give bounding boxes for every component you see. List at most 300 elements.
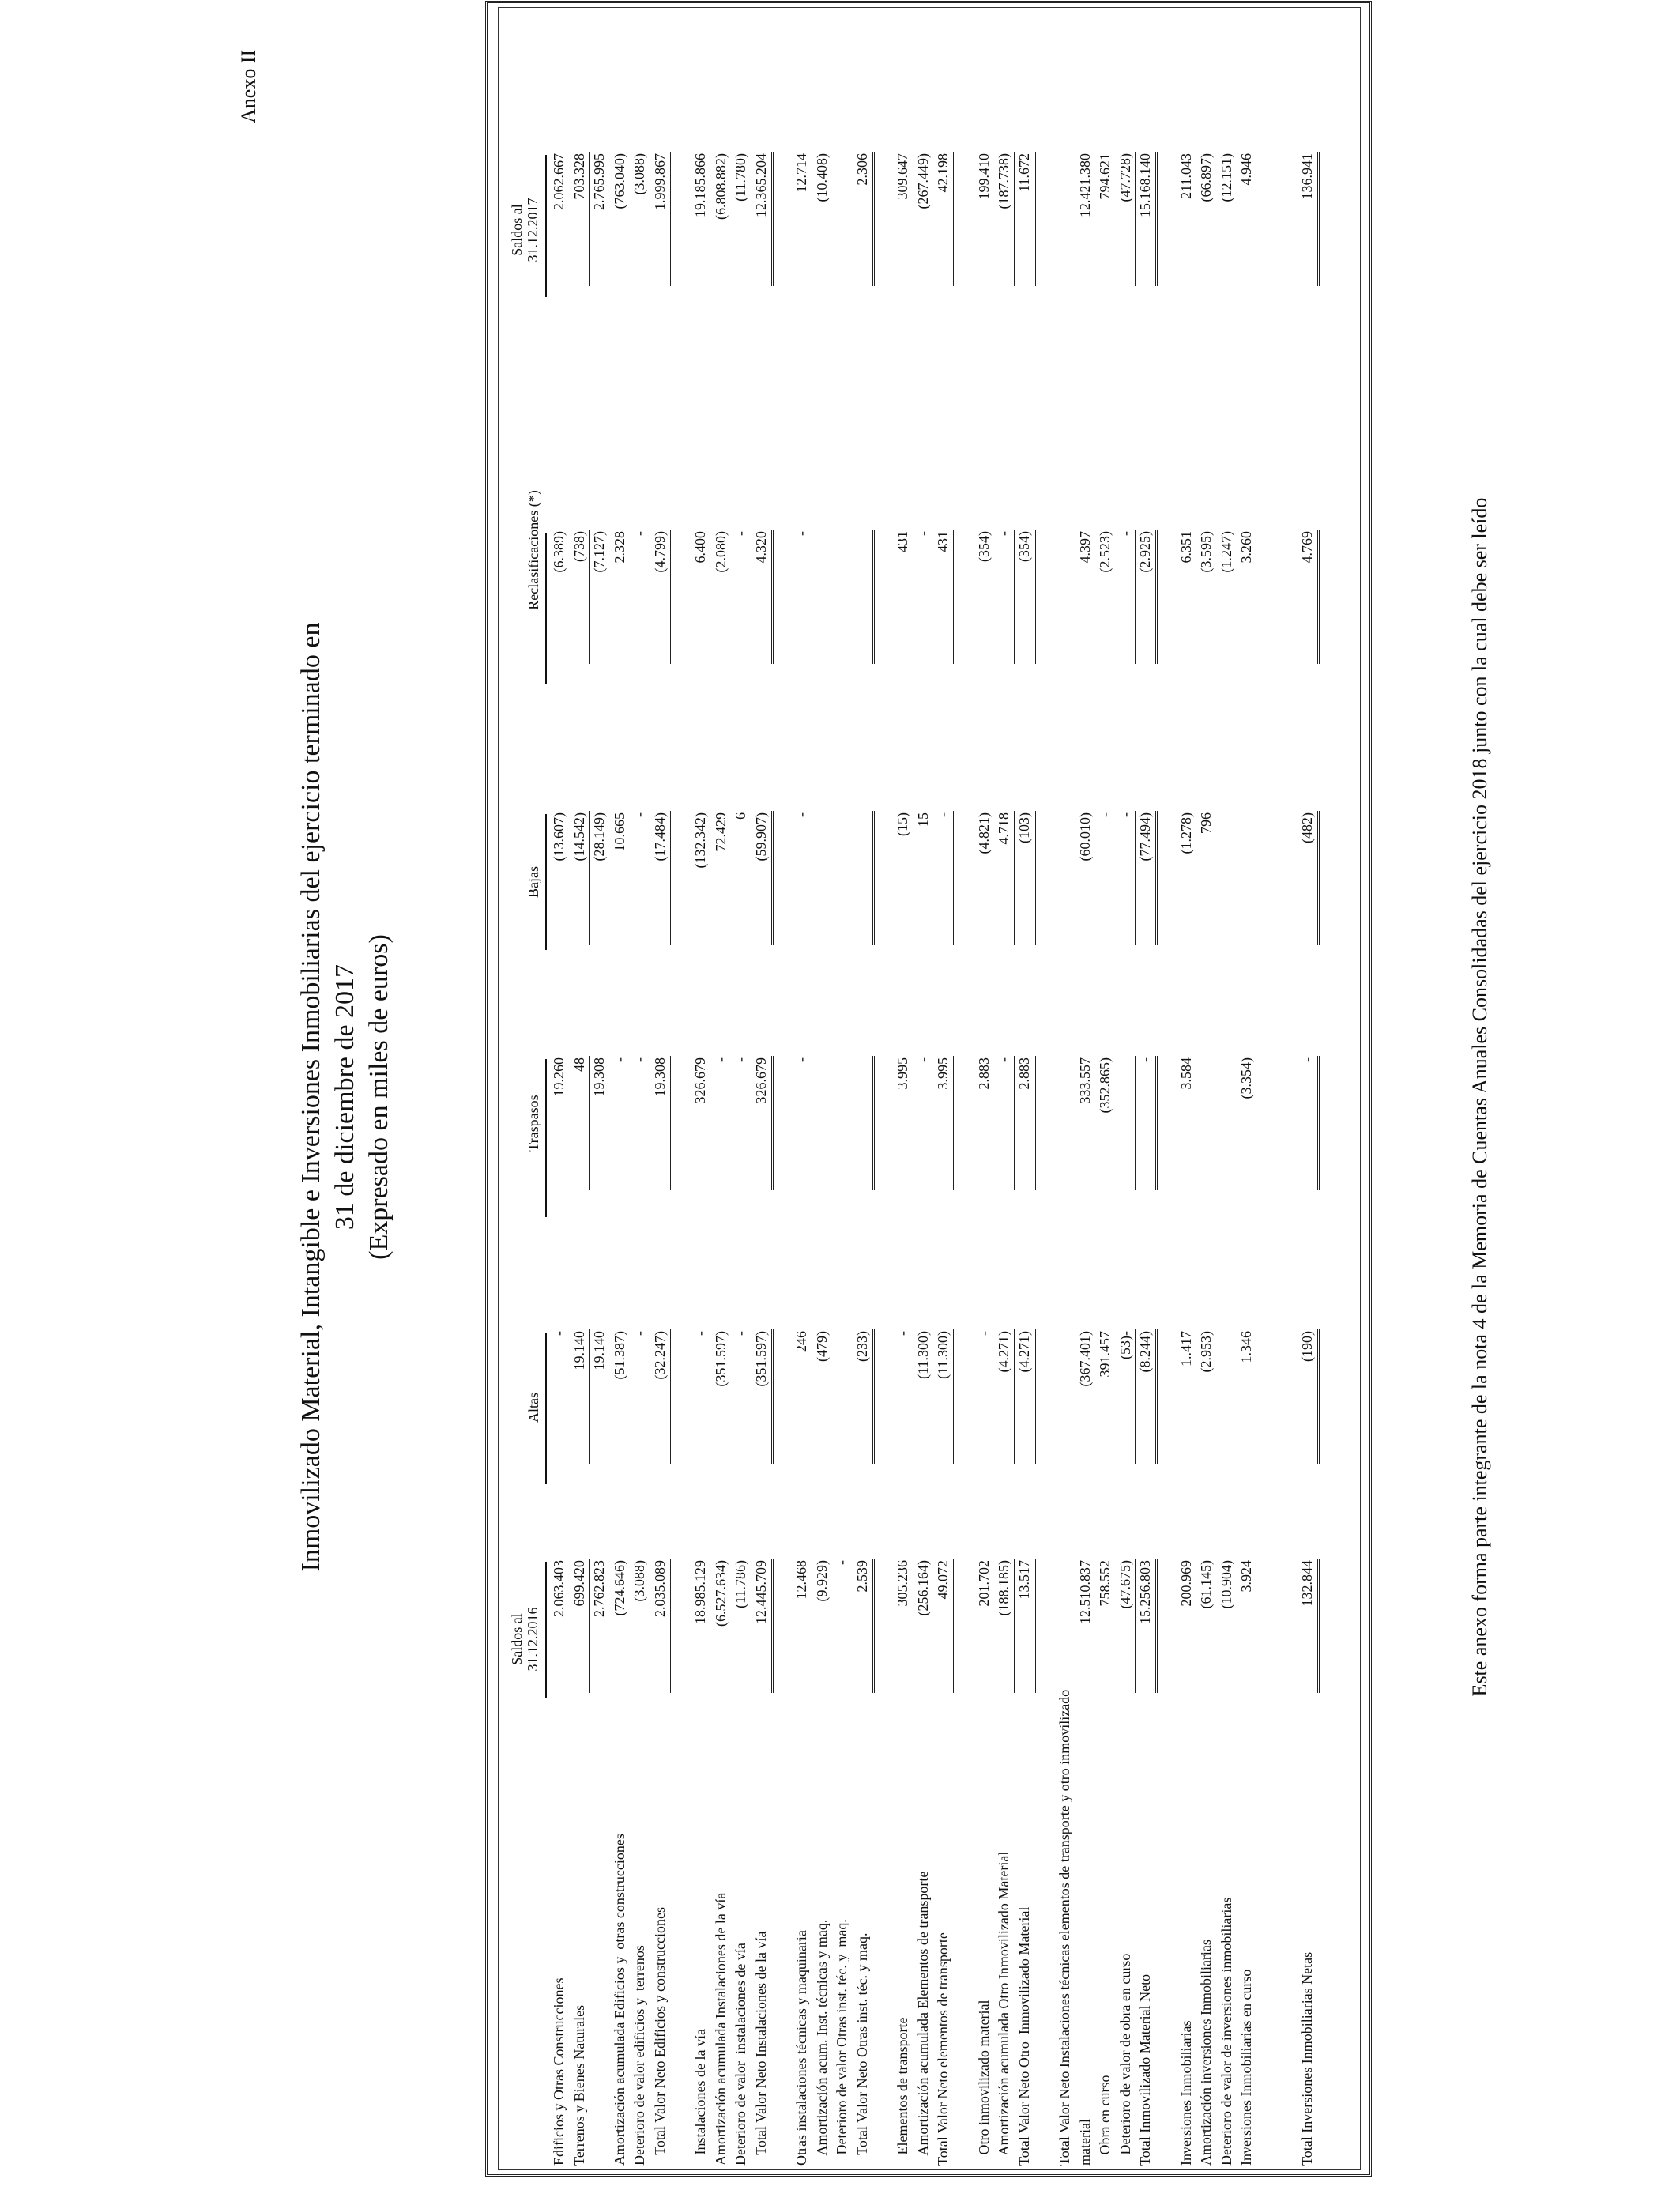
row-value-col-5: 12.714 <box>793 153 810 193</box>
row-value-col-0: (724.646) <box>611 1560 627 1616</box>
table-row <box>692 0 709 2194</box>
row-value-col-3: (77.494) <box>1137 812 1154 861</box>
table-row <box>1117 0 1134 2194</box>
row-value-col-1: 246 <box>793 1331 810 1352</box>
row-value-col-4: 6.351 <box>1177 531 1194 564</box>
row-value-col-4: (4.799) <box>652 531 668 573</box>
row-value-col-0: 49.072 <box>935 1560 951 1600</box>
row-value-col-3: (14.542) <box>571 812 587 861</box>
row-value-col-0: 18.985.129 <box>692 1560 709 1624</box>
row-label: Inversiones Inmobiliarias <box>1177 2020 1194 2166</box>
total-rule <box>771 530 774 664</box>
row-value-col-5: (47.728) <box>1117 153 1133 202</box>
row-value-col-5: 1.999.867 <box>652 153 668 210</box>
row-value-col-0: 201.702 <box>975 1560 992 1607</box>
row-value-col-3: (60.010) <box>1076 812 1093 861</box>
row-value-col-5: 19.185.866 <box>692 153 709 217</box>
col-header-closing-line1: Saldos al <box>509 204 525 256</box>
row-value-col-5: 11.672 <box>1015 153 1032 192</box>
title-line-3: (Expresado en miles de euros) <box>364 934 394 1260</box>
row-value-col-4: 431 <box>895 531 911 552</box>
header-rule-1 <box>545 1333 547 1484</box>
row-value-col-1: 19.140 <box>591 1331 608 1370</box>
table-row <box>672 0 689 2194</box>
row-value-col-2: 326.679 <box>753 1057 769 1104</box>
total-rule <box>953 1329 955 1464</box>
row-value-col-1: (2.953) <box>1198 1331 1215 1373</box>
row-value-col-5: 42.198 <box>935 153 951 193</box>
row-value-col-0: 12.445.709 <box>753 1560 769 1624</box>
table-row <box>1036 0 1053 2194</box>
table-row <box>591 0 608 2194</box>
row-value-col-2: 326.679 <box>692 1057 709 1104</box>
row-value-col-0: 2.035.089 <box>652 1560 668 1617</box>
row-value-col-0: (61.145) <box>1198 1560 1215 1609</box>
row-value-col-2: - <box>996 1057 1012 1062</box>
row-label: Total Valor Neto Otras inst. téc. y maq. <box>854 1932 870 2166</box>
row-label: Edificios y Otras Construcciones <box>551 1977 567 2166</box>
total-rule <box>670 811 672 945</box>
row-value-col-0: (47.675) <box>1117 1560 1133 1609</box>
row-value-col-5: 2.306 <box>854 153 870 186</box>
row-value-col-2: (3.354) <box>1238 1057 1255 1099</box>
col-header-closing-line2: 31.12.2017 <box>525 198 541 262</box>
total-rule <box>953 530 955 664</box>
row-value-col-4: (738) <box>571 531 587 562</box>
row-value-col-3: (13.607) <box>551 812 567 861</box>
total-rule <box>771 1559 774 1693</box>
table-row <box>854 0 871 2194</box>
row-value-col-1: (233) <box>854 1331 870 1362</box>
row-value-col-3: - <box>631 812 648 817</box>
total-rule <box>771 811 774 945</box>
row-value-col-1: (351.597) <box>712 1331 729 1387</box>
table-row <box>571 0 588 2194</box>
table-row <box>774 0 790 2194</box>
table-row <box>551 0 567 2194</box>
row-value-col-3: - <box>1117 812 1133 817</box>
row-value-col-1: (11.300) <box>914 1331 931 1379</box>
header-rule-2 <box>545 1059 547 1217</box>
row-value-col-2: 3.584 <box>1177 1057 1194 1090</box>
row-value-col-4: 4.320 <box>753 531 769 564</box>
row-value-col-1: 1.346 <box>1238 1331 1255 1363</box>
row-value-col-1: (4.271) <box>996 1331 1012 1373</box>
row-value-col-5: 309.647 <box>895 153 911 200</box>
row-value-col-0: (9.929) <box>813 1560 830 1602</box>
row-value-col-2: - <box>793 1057 810 1062</box>
row-label: Amortización inversiones Inmobiliarias <box>1198 1940 1215 2166</box>
table-row <box>996 0 1012 2194</box>
table-row <box>1238 0 1255 2194</box>
total-rule <box>670 1559 672 1693</box>
col-header-opening-line1: Saldos al <box>509 1613 525 1665</box>
row-value-col-4: - <box>631 531 648 536</box>
subtotal-rule <box>589 152 590 286</box>
total-rule <box>1155 152 1158 286</box>
row-value-col-2: - <box>611 1057 627 1062</box>
row-value-col-1: (32.247) <box>652 1331 668 1380</box>
row-value-col-4: (7.127) <box>591 531 608 573</box>
row-value-col-5: 4.946 <box>1238 153 1255 186</box>
row-value-col-2: 2.883 <box>975 1057 992 1090</box>
total-rule <box>872 1329 875 1464</box>
row-value-col-5: (6.808.882) <box>712 153 729 220</box>
subtotal-rule <box>1014 530 1015 664</box>
row-value-col-1: (4.271) <box>1015 1331 1032 1373</box>
subtotal-rule <box>1135 1329 1136 1464</box>
total-rule <box>1155 530 1158 664</box>
total-rule <box>1155 1056 1158 1190</box>
table-row <box>955 0 972 2194</box>
row-value-col-1: (351.597) <box>753 1331 769 1387</box>
row-value-col-0: 699.420 <box>571 1560 587 1607</box>
row-value-col-3: (482) <box>1299 812 1316 843</box>
row-value-col-3: (103) <box>1015 812 1032 843</box>
total-rule <box>1155 811 1158 945</box>
row-value-col-0: 2.762.823 <box>591 1560 608 1617</box>
row-value-col-3: - <box>1097 812 1113 817</box>
row-label: Total Inmovilizado Material Neto <box>1137 1973 1154 2166</box>
total-rule <box>771 1056 774 1190</box>
total-rule <box>953 811 955 945</box>
row-value-col-4: (2.523) <box>1097 531 1113 573</box>
row-value-col-4: - <box>733 531 749 536</box>
row-value-col-0: 3.924 <box>1238 1560 1255 1593</box>
total-rule <box>670 152 672 286</box>
row-value-col-2: - <box>1299 1057 1316 1062</box>
row-value-col-0: 2.063.403 <box>551 1560 567 1617</box>
total-rule <box>771 1329 774 1464</box>
table-row <box>895 0 911 2194</box>
row-value-col-4: (2.080) <box>712 531 729 573</box>
row-value-col-0: (3.088) <box>631 1560 648 1602</box>
row-value-col-3: 72.429 <box>712 812 729 852</box>
total-rule <box>1034 1559 1036 1693</box>
row-label: Total Valor Neto Instalaciones de la vía <box>753 1931 769 2166</box>
row-value-col-1: - <box>895 1331 911 1336</box>
table-row <box>793 0 810 2194</box>
table-row <box>1279 0 1296 2194</box>
total-rule <box>670 530 672 664</box>
table-row <box>1178 0 1195 2194</box>
row-value-col-2: 19.260 <box>551 1057 567 1097</box>
header-rule-3 <box>545 814 547 950</box>
row-value-col-1: (51.387) <box>611 1331 627 1380</box>
row-value-col-3: (15) <box>895 812 911 836</box>
row-value-col-3: 4.718 <box>996 812 1012 845</box>
total-rule <box>1034 811 1036 945</box>
row-label: Deterioro de valor de inversiones inmobiliarias <box>1218 1897 1234 2166</box>
header-rule-5 <box>545 155 547 297</box>
table-row <box>1198 0 1215 2194</box>
row-label: Amortización acumulada Otro Inmovilizado Material <box>996 1851 1012 2166</box>
table-row <box>1077 0 1094 2194</box>
row-value-col-2: - <box>1137 1057 1154 1062</box>
row-value-col-4: 431 <box>935 531 951 552</box>
row-value-col-5: (66.897) <box>1198 153 1215 202</box>
table-row <box>1259 0 1275 2194</box>
row-value-col-5: 199.410 <box>975 153 992 200</box>
total-rule <box>872 152 875 286</box>
total-rule <box>953 1056 955 1190</box>
table-row <box>631 0 648 2194</box>
row-value-col-2: (352.865) <box>1097 1057 1113 1114</box>
col-header-closing <box>509 159 541 301</box>
row-value-col-5: 12.421.380 <box>1076 153 1093 217</box>
total-rule <box>872 811 875 945</box>
row-value-col-4: (354) <box>975 531 992 562</box>
row-value-col-3: (59.907) <box>753 812 769 861</box>
row-value-col-2: 333.557 <box>1076 1057 1093 1104</box>
row-value-col-0: (11.786) <box>733 1560 749 1608</box>
row-value-col-4: (1.247) <box>1218 531 1234 573</box>
row-label: Terrenos y Bienes Naturales <box>571 2004 587 2166</box>
row-value-col-1: - <box>692 1331 709 1336</box>
row-value-col-3: (4.821) <box>975 812 992 854</box>
row-value-col-1: (53)- <box>1117 1331 1133 1359</box>
row-value-col-1: - <box>631 1331 648 1336</box>
row-value-col-1: 391.457 <box>1097 1331 1113 1378</box>
total-rule <box>670 1056 672 1190</box>
subtotal-rule <box>1135 530 1136 664</box>
table-row <box>915 0 932 2194</box>
row-value-col-0: (256.164) <box>914 1560 931 1616</box>
row-value-col-0: 15.256.803 <box>1137 1560 1154 1624</box>
total-rule <box>872 1056 875 1190</box>
row-value-col-5: (3.088) <box>631 153 648 195</box>
row-value-col-3: (1.278) <box>1177 812 1194 854</box>
subtotal-rule <box>1135 1056 1136 1190</box>
total-rule <box>670 1329 672 1464</box>
row-value-col-1: (190) <box>1299 1331 1316 1362</box>
subtotal-rule <box>1135 1559 1136 1693</box>
row-value-col-2: 19.308 <box>591 1057 608 1097</box>
subtotal-rule <box>589 1056 590 1190</box>
row-value-col-3: 15 <box>914 812 931 827</box>
table-row <box>875 0 891 2194</box>
row-value-col-2: 48 <box>571 1057 587 1072</box>
row-value-col-5: (187.738) <box>996 153 1012 209</box>
row-value-col-5: 2.062.667 <box>551 153 567 210</box>
footnote: Este anexo forma parte integrante de la nota 4 de la Memoria de Cuentas Anuales Consolidadas del ejercicio 2018 junto con la cual debe ser leído <box>1468 497 1491 1697</box>
row-value-col-1: (367.401) <box>1076 1331 1093 1387</box>
row-value-col-5: 12.365.204 <box>753 153 769 217</box>
total-rule <box>1317 1329 1320 1464</box>
row-value-col-4: 3.260 <box>1238 531 1255 564</box>
row-value-col-1: - <box>975 1331 992 1336</box>
total-rule <box>1034 1329 1036 1464</box>
row-value-col-4: (6.389) <box>551 531 567 573</box>
total-rule <box>872 530 875 664</box>
row-value-col-1: 1..417 <box>1177 1331 1194 1367</box>
row-value-col-0: (188.185) <box>996 1560 1012 1616</box>
subtotal-rule <box>1014 152 1015 286</box>
row-value-col-5: (763.040) <box>611 153 627 209</box>
table-row <box>1219 0 1235 2194</box>
col-header-opening-line2: 31.12.2016 <box>525 1607 541 1672</box>
row-label: Deterioro de valor edificios y terrenos <box>631 1945 648 2166</box>
row-label: Amortización acumulada Elementos de transporte <box>914 1871 931 2166</box>
subtotal-rule <box>589 530 590 664</box>
row-value-col-4: - <box>996 531 1012 536</box>
total-rule <box>1155 1329 1158 1464</box>
row-value-col-0: (6.527.634) <box>712 1560 729 1627</box>
annex-label: Anexo II <box>237 49 260 123</box>
row-value-col-0: 132.844 <box>1299 1560 1316 1607</box>
row-value-col-1: (11.300) <box>935 1331 951 1379</box>
row-value-col-4: - <box>1117 531 1133 536</box>
total-rule <box>953 1559 955 1693</box>
table-row <box>834 0 850 2194</box>
subtotal-rule <box>1014 811 1015 945</box>
total-rule <box>1034 530 1036 664</box>
total-rule <box>1317 1559 1320 1693</box>
table-row <box>753 0 770 2194</box>
header-rule-4 <box>545 533 547 684</box>
row-value-col-4: 6.400 <box>692 531 709 564</box>
row-label: Deterioro de valor Otras inst. téc. y maq. <box>834 1919 850 2166</box>
table-row <box>1097 0 1113 2194</box>
row-label: Deterioro de valor instalaciones de vía <box>733 1943 749 2166</box>
row-value-col-0: 758.552 <box>1097 1560 1113 1607</box>
table-row <box>1158 0 1174 2194</box>
table-row <box>652 0 669 2194</box>
row-value-col-0: 200.969 <box>1177 1560 1194 1607</box>
subtotal-rule <box>1014 1559 1015 1693</box>
col-header-opening <box>509 1568 541 1710</box>
row-label: Total Valor Neto elementos de transporte <box>935 1932 951 2166</box>
row-value-col-0: 305.236 <box>895 1560 911 1607</box>
row-value-col-1: (479) <box>813 1331 830 1362</box>
table-row <box>733 0 749 2194</box>
row-value-col-4: (354) <box>1015 531 1032 562</box>
row-label: Total Valor Neto Otro Inmovilizado Material <box>1015 1906 1032 2166</box>
col-header-reclasificaciones: Reclasificaciones (*) <box>525 490 541 610</box>
total-rule <box>1317 1056 1320 1190</box>
col-header-bajas: Bajas <box>525 866 541 898</box>
row-value-col-0: (10.904) <box>1218 1560 1234 1609</box>
table-row <box>713 0 729 2194</box>
row-label: Elementos de transporte <box>895 2017 911 2166</box>
col-header-traspasos: Traspasos <box>525 1095 541 1152</box>
table-row <box>1057 0 1073 2194</box>
header-rule-0 <box>545 1562 547 1698</box>
row-value-col-0: 12.510.837 <box>1076 1560 1093 1624</box>
row-value-col-0: 2.539 <box>854 1560 870 1593</box>
row-value-col-1: - <box>733 1331 749 1336</box>
table-row <box>935 0 951 2194</box>
table-row <box>1299 0 1316 2194</box>
table-row <box>1137 0 1154 2194</box>
row-label: Total Valor Neto Instalaciones técnicas elementos de transporte y otro inmovilizado <box>1057 1689 1072 2166</box>
row-label: Deterioro de valor de obra en curso <box>1117 1953 1133 2166</box>
table-row <box>814 0 831 2194</box>
row-value-col-1: 19.140 <box>571 1331 587 1370</box>
row-value-col-5: 794.621 <box>1097 153 1113 200</box>
subtotal-rule <box>1135 152 1136 286</box>
row-value-col-3: (17.484) <box>652 812 668 861</box>
total-rule <box>1317 530 1320 664</box>
row-value-col-5: 2.765.995 <box>591 153 608 210</box>
subtotal-rule <box>589 1559 590 1693</box>
row-value-col-3: - <box>793 812 810 817</box>
row-value-col-4: (3.595) <box>1198 531 1215 573</box>
row-value-col-5: (267.449) <box>914 153 931 209</box>
row-value-col-2: 2.883 <box>1015 1057 1032 1090</box>
row-value-col-0: 12.468 <box>793 1560 810 1600</box>
row-value-col-4: - <box>793 531 810 536</box>
total-rule <box>872 1559 875 1693</box>
total-rule <box>1317 152 1320 286</box>
row-value-col-2: 3.995 <box>895 1057 911 1090</box>
title-line-2: 31 de diciembre de 2017 <box>330 963 360 1231</box>
total-rule <box>1034 152 1036 286</box>
row-label: Amortización acum. Inst. técnicas y maq. <box>813 1919 830 2166</box>
row-value-col-3: (132.342) <box>692 812 709 869</box>
row-value-col-2: - <box>631 1057 648 1062</box>
row-label: Obra en curso <box>1097 2075 1113 2166</box>
table-row <box>612 0 628 2194</box>
total-rule <box>771 152 774 286</box>
col-header-altas: Altas <box>525 1393 541 1423</box>
row-label: Inversiones Inmobiliarias en curso <box>1238 1969 1255 2166</box>
row-value-col-5: 211.043 <box>1177 153 1194 199</box>
row-value-col-5: 15.168.140 <box>1137 153 1154 217</box>
row-value-col-2: - <box>733 1057 749 1062</box>
row-label: Amortización acumulada Instalaciones de la vía <box>712 1892 729 2166</box>
row-value-col-3: 796 <box>1198 812 1215 834</box>
row-label: Total Inversiones Inmobiliarias Netas <box>1299 1951 1316 2166</box>
row-value-col-4: 2.328 <box>611 531 627 564</box>
subtotal-rule <box>1014 1329 1015 1464</box>
subtotal-rule <box>589 811 590 945</box>
title-line-1: Inmovilizado Material, Intangible e Inversiones Inmobiliarias del ejercicio terminado en <box>296 622 326 1572</box>
row-value-col-2: - <box>914 1057 931 1062</box>
row-label: Instalaciones de la vía <box>692 2029 709 2166</box>
row-value-col-1: (8.244) <box>1137 1331 1154 1373</box>
table-row <box>976 0 993 2194</box>
row-label: Otras instalaciones técnicas y maquinaria <box>793 1930 810 2166</box>
row-value-col-5: (12.151) <box>1218 153 1234 202</box>
row-label: Amortización acumulada Edificios y otras construcciones <box>611 1834 627 2166</box>
row-value-col-0: 13.517 <box>1015 1560 1032 1600</box>
row-value-col-1: - <box>551 1331 567 1336</box>
row-value-col-3: 10.665 <box>611 812 627 852</box>
row-value-col-0: - <box>834 1560 850 1565</box>
row-value-col-4: 4.397 <box>1076 531 1093 564</box>
row-value-col-4: 4.769 <box>1299 531 1316 564</box>
row-value-col-3: (28.149) <box>591 812 608 861</box>
row-value-col-5: (10.408) <box>813 153 830 202</box>
row-value-col-3: 6 <box>733 812 749 820</box>
total-rule <box>1317 811 1320 945</box>
row-label: Otro inmovilizado material <box>975 2000 992 2166</box>
row-value-col-2: - <box>712 1057 729 1062</box>
table-row <box>1016 0 1033 2194</box>
subtotal-rule <box>1014 1056 1015 1190</box>
subtotal-rule <box>589 1329 590 1464</box>
row-label: Total Valor Neto Edificios y construcciones <box>652 1906 668 2166</box>
total-rule <box>1034 1056 1036 1190</box>
row-value-col-2: 3.995 <box>935 1057 951 1090</box>
row-value-col-4: (2.925) <box>1137 531 1154 573</box>
total-rule <box>953 152 955 286</box>
row-value-col-5: (11.780) <box>733 153 749 202</box>
row-label: material <box>1076 2119 1093 2166</box>
subtotal-rule <box>1135 811 1136 945</box>
row-value-col-3: - <box>935 812 951 817</box>
